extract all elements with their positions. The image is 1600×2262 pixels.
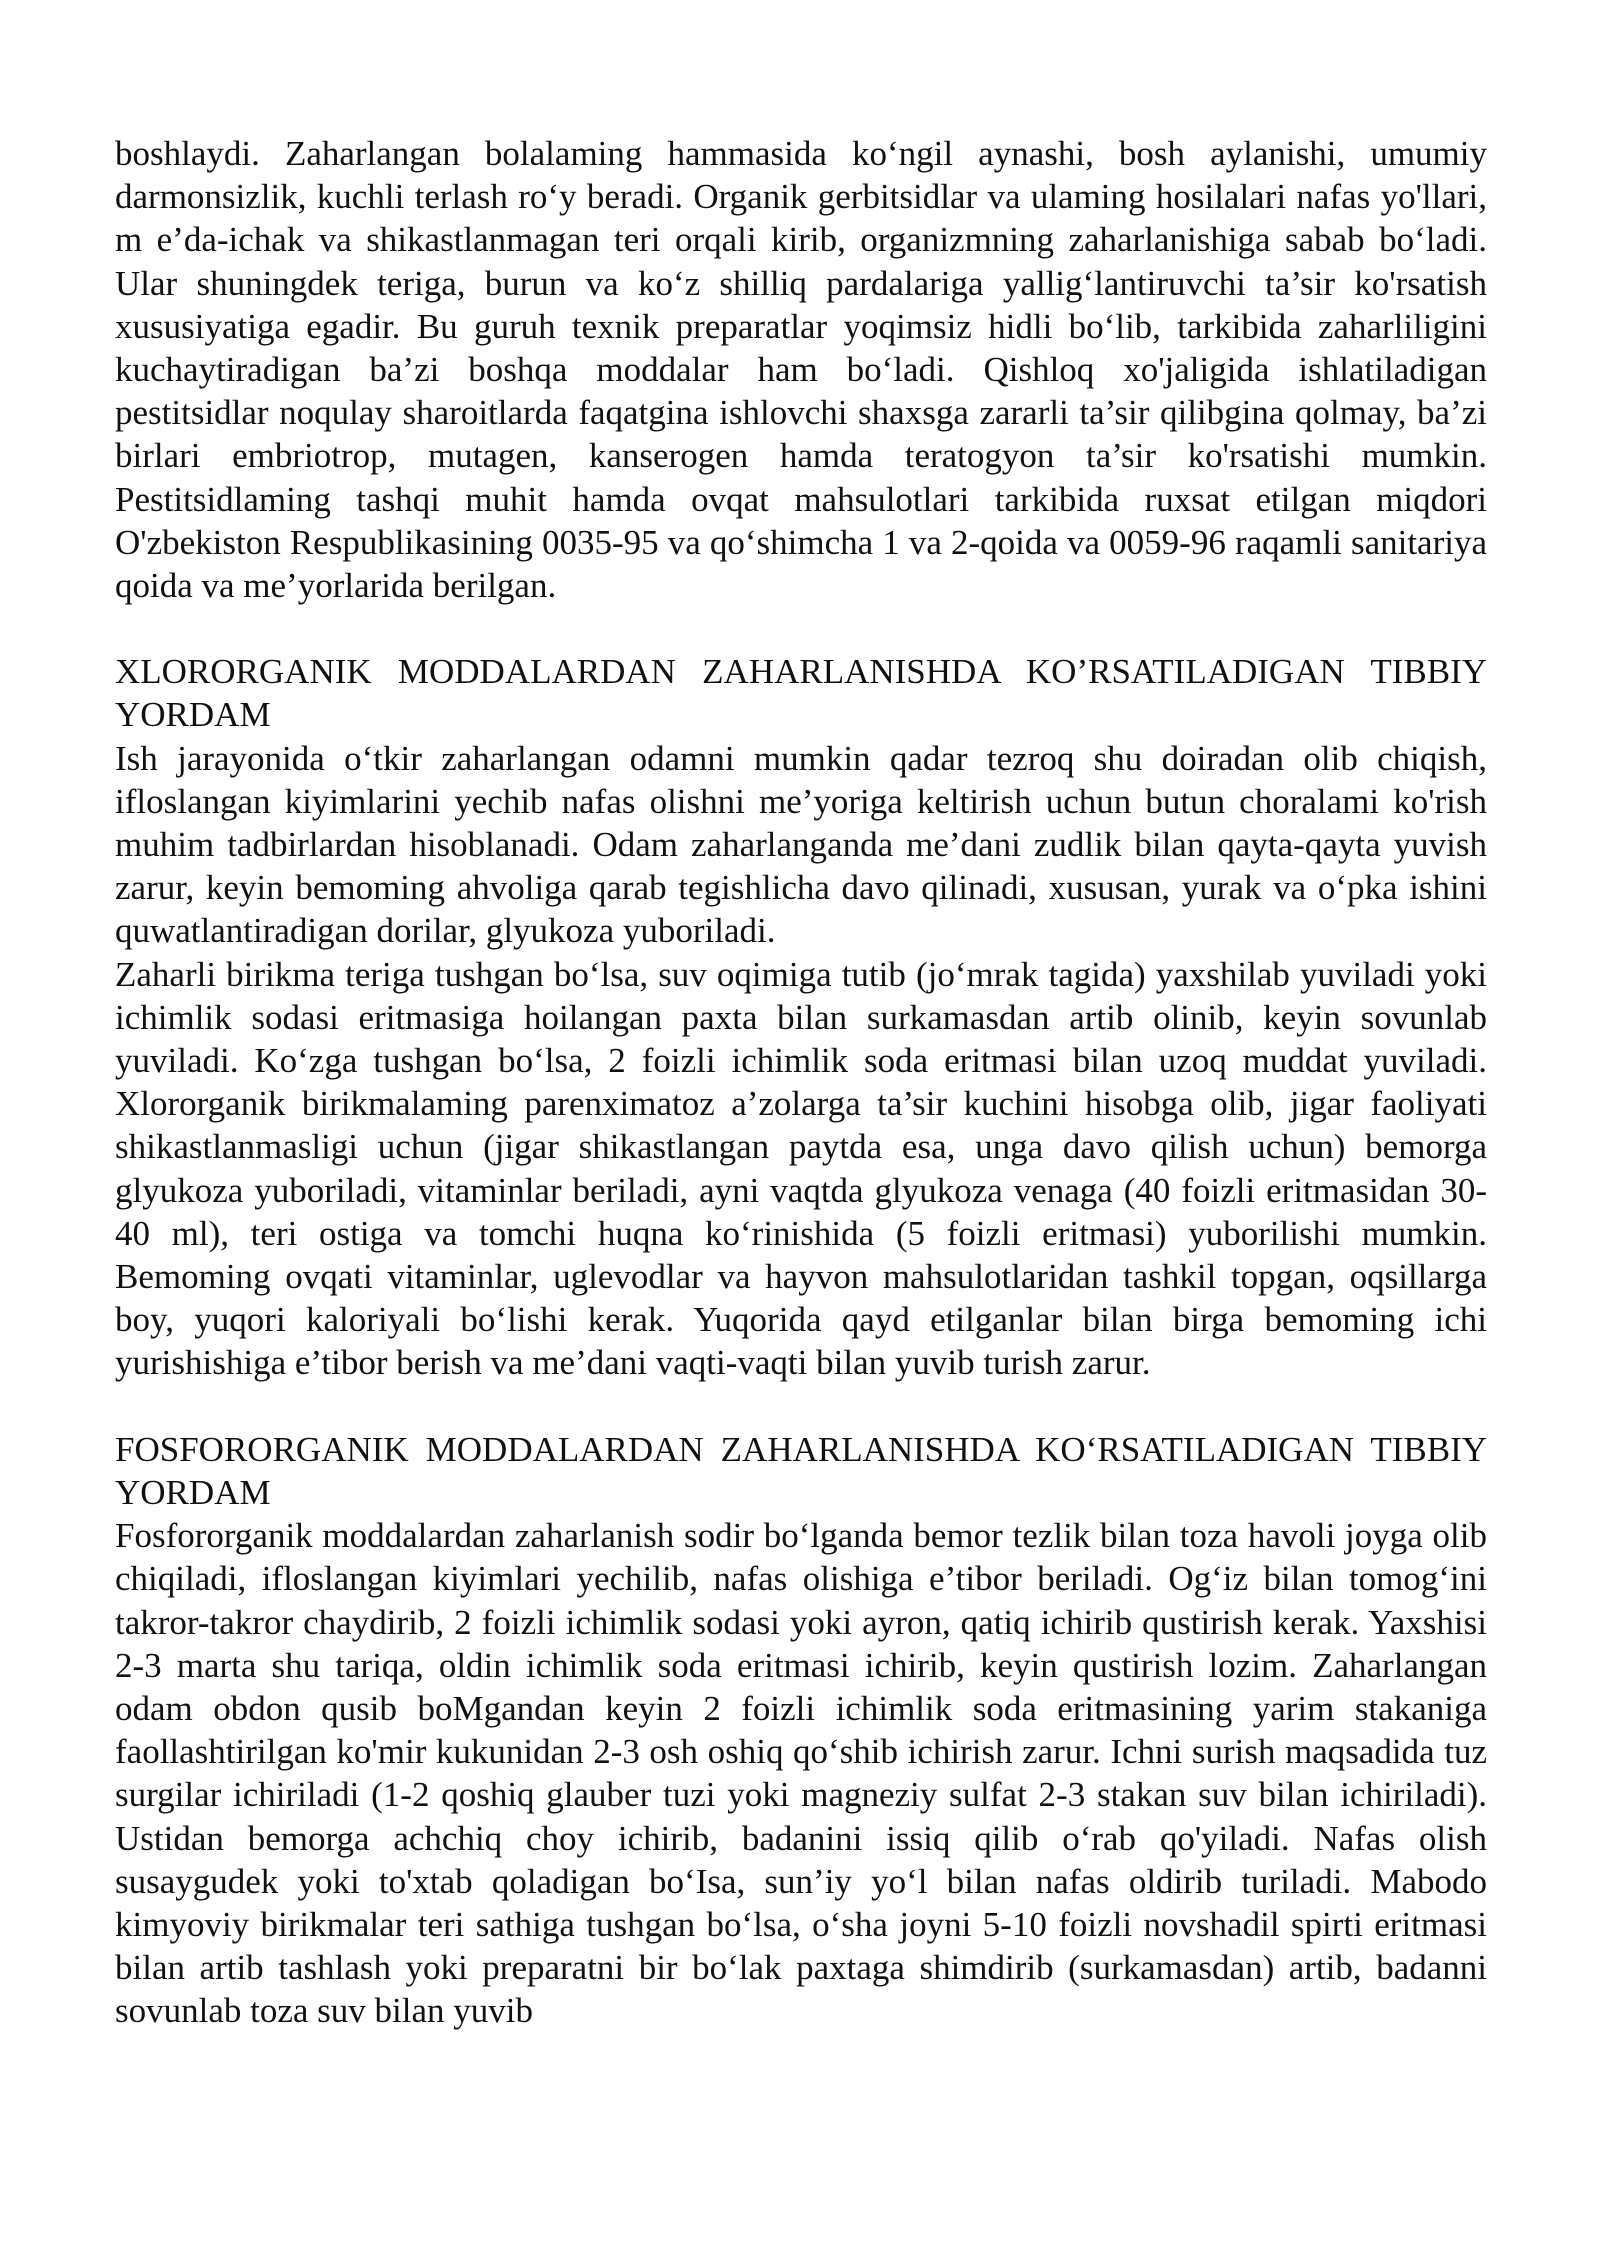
section-paragraph: Ish jarayonida o‘tkir zaharlangan odamni mumkin qadar tezroq shu doiradan olib chiqish, ifloslangan kiyimlarini yechib nafas olishni me’yoriga keltirish uchun butun choralami ko'rish muhim tadbirlardan hisoblanadi. Odam zaharlanganda me’dani zudlik bilan qayta-qayta yuvish zarur, keyin bemoming ahvoliga qarab tegishlicha davo qilinadi, xususan, yurak va o‘pka ishini quwatlantiradigan dorilar, glyukoza yuboriladi. (115, 738, 1487, 951)
section-paragraph: Fosfororganik moddalardan zaharlanish sodir bo‘lganda bemor tezlik bilan toza havoli joyga olib chiqiladi, ifloslangan kiyimlari yechilib, nafas olishiga e’tibor beriladi. Og‘iz bilan tomog‘ini takror-takror chaydirib, 2 foizli ichimlik sodasi yoki ayron, qatiq ichirib qustirish kerak. Yaxshisi 2-3 marta shu tariqa, oldin ichimlik soda eritmasi ichirib, keyin qustirish lozim. Zaharlangan odam obdon qusib boMgandan keyin 2 foizli ichimlik soda eritmasining yarim stakaniga faollashtirilgan ko'mir kukunidan 2-3 osh oshiq qo‘shib ichirish zarur. Ichni surish maqsadida tuz surgilar ichiriladi (1-2 qoshiq glauber tuzi yoki magneziy sulfat 2-3 stakan suv bilan ichiriladi). Ustidan bemorga achchiq choy ichirib, badanini issiq qilib o‘rab qo'yiladi. Nafas olish susaygudek yoki to'xtab qoladigan bo‘Isa, sun’iy yo‘l bilan nafas oldirib turiladi. Mabodo kimyoviy birikmalar teri sathiga tushgan bo‘lsa, o‘sha joyni 5-10 foizli novshadil spirti eritmasi bilan artib tashlash yoki preparatni bir bo‘lak paxtaga shimdirib (surkamasdan) artib, badanni sovunlab toza suv bilan yuvib (115, 1516, 1487, 2031)
section-heading-xlororganik: XLORORGANIK MODDALARDAN ZAHARLANISHDA KO’RSATILADIGAN TIBBIY YORDAM (115, 652, 1487, 735)
section-heading-fosfororganik: FOSFORORGANIK MODDALARDAN ZAHARLANISHDA KO‘RSATILADIGAN TIBBIY YORDAM (115, 1429, 1487, 1512)
section-spacer (115, 607, 1487, 650)
document-page (115, 132, 1487, 2033)
section-paragraph: Zaharli birikma teriga tushgan bo‘lsa, suv oqimiga tutib (jo‘mrak tagida) yaxshilab yuviladi yoki ichimlik sodasi eritmasiga hoilangan paxta bilan surkamasdan artib olinib, keyin sovunlab yuviladi. Ko‘zga tushgan bo‘lsa, 2 foizli ichimlik soda eritmasi bilan uzoq muddat yuviladi. Xlororganik birikmalaming parenximatoz a’zolarga ta’sir kuchini hisobga olib, jigar faoliyati shikastlanmasligi uchun (jigar shikastlangan paytda esa, unga davo qilish uchun) bemorga glyukoza yuboriladi, vitaminlar beriladi, ayni vaqtda glyukoza venaga (40 foizli eritmasidan 30-40 ml), teri ostiga va tomchi huqna ko‘rinishida (5 foizli eritmasi) yuborilishi mumkin. Bemoming ovqati vitaminlar, uglevodlar va hayvon mahsulotlaridan tashkil topgan, oqsillarga boy, yuqori kaloriyali bo‘lishi kerak. Yuqorida qayd etilganlar bilan birga bemoming ichi yurishishiga e’tibor berish va me’dani vaqti-vaqti bilan yuvib turish zarur. (115, 954, 1487, 1383)
intro-paragraph: boshlaydi. Zaharlangan bolalaming hammasida ko‘ngil aynashi, bosh aylanishi, umumiy darmonsizlik, kuchli terlash ro‘y beradi. Organik gerbitsidlar va ulaming hosilalari nafas yo'llari, m e’da-ichak va shikastlanmagan teri orqali kirib, organizmning zaharlanishiga sabab bo‘ladi. Ular shuningdek teriga, burun va ko‘z shilliq pardalariga yallig‘lantiruvchi ta’sir ko'rsatish xususiyatiga egadir. Bu guruh texnik preparatlar yoqimsiz hidli bo‘lib, tarkibida zaharliligini kuchaytiradigan ba’zi boshqa moddalar ham bo‘ladi. Qishloq xo'jaligida ishlatiladigan pestitsidlar noqulay sharoitlarda faqatgina ishlovchi shaxsga zararli ta’sir qilibgina qolmay, ba’zi birlari embriotrop, mutagen, kanserogen hamda teratogyon ta’sir ko'rsatishi mumkin. Pestitsidlaming tashqi muhit hamda ovqat mahsulotlari tarkibida ruxsat etilgan miqdori O'zbekiston Respublikasining 0035-95 va qo‘shimcha 1 va 2-qoida va 0059-96 raqamli sanitariya qoida va me’yorlarida berilgan. (115, 134, 1487, 606)
section-spacer (115, 1385, 1487, 1428)
